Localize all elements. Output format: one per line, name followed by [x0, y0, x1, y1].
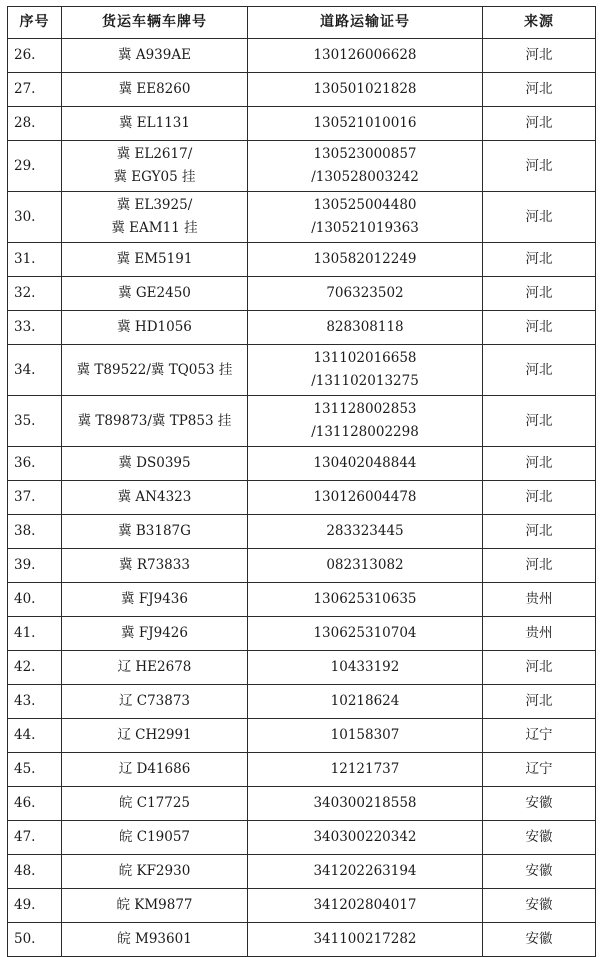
cell-plate: [62, 192, 248, 243]
permit-line: 131102016658: [313, 350, 417, 366]
table-row: [8, 141, 596, 192]
table-row: [8, 447, 596, 481]
cell-origin: 河北: [483, 39, 596, 73]
permit-line: 340300218558: [313, 795, 417, 811]
permit-line: 130582012249: [313, 251, 417, 267]
table-row: [8, 192, 596, 243]
table-row: [8, 311, 596, 345]
plate-line: 冀 AN4323: [117, 489, 192, 505]
cell-seq: 28.: [8, 107, 62, 141]
cell-permit: [248, 345, 483, 396]
cell-plate: [62, 447, 248, 481]
cell-plate: [62, 107, 248, 141]
table-row: [8, 787, 596, 821]
cell-plate: [62, 855, 248, 889]
cell-origin: 河北: [483, 515, 596, 549]
cell-origin: 辽宁: [483, 753, 596, 787]
cell-plate: [62, 583, 248, 617]
table-row: [8, 515, 596, 549]
cell-origin: 河北: [483, 447, 596, 481]
cell-seq: 42.: [8, 651, 62, 685]
cell-seq: 34.: [8, 345, 62, 396]
table-row: [8, 107, 596, 141]
cell-origin: 河北: [483, 192, 596, 243]
table-row: [8, 345, 596, 396]
permit-line: 130126004478: [313, 489, 417, 505]
cell-seq: 38.: [8, 515, 62, 549]
cell-plate: [62, 821, 248, 855]
cell-permit: [248, 855, 483, 889]
permit-line: /131128002298: [311, 424, 419, 440]
table-row: [8, 73, 596, 107]
table-row: [8, 685, 596, 719]
cell-plate: [62, 345, 248, 396]
permit-line: 130523000857: [313, 146, 417, 162]
permit-line: 283323445: [326, 523, 404, 539]
cell-permit: [248, 515, 483, 549]
cell-plate: [62, 515, 248, 549]
cell-permit: [248, 311, 483, 345]
table-row: [8, 277, 596, 311]
cell-plate: [62, 685, 248, 719]
cell-origin: 河北: [483, 549, 596, 583]
cell-seq: 33.: [8, 311, 62, 345]
permit-line: 10158307: [330, 727, 400, 743]
cell-seq: 32.: [8, 277, 62, 311]
table-row: [8, 753, 596, 787]
plate-line: 冀 R73833: [119, 557, 190, 573]
permit-line: 131128002853: [313, 401, 417, 417]
plate-line: 辽 CH2991: [117, 727, 192, 743]
permit-line: 10433192: [330, 659, 400, 675]
permit-line: 130402048844: [313, 455, 417, 471]
cell-seq: 36.: [8, 447, 62, 481]
cell-seq: 27.: [8, 73, 62, 107]
cell-seq: 50.: [8, 923, 62, 957]
table-row: [8, 396, 596, 447]
table-row: [8, 39, 596, 73]
cell-permit: [248, 685, 483, 719]
plate-line: 皖 C17725: [118, 795, 191, 811]
plate-line: 冀 T89522/冀 TQ053 挂: [76, 361, 233, 378]
cell-seq: 45.: [8, 753, 62, 787]
plate-line: 冀 FJ9426: [121, 625, 188, 641]
plate-line: 冀 EM5191: [116, 251, 193, 267]
permit-line: 130521010016: [313, 115, 417, 131]
cell-origin: 河北: [483, 685, 596, 719]
permit-line: 341202263194: [313, 863, 417, 879]
cell-origin: 河北: [483, 141, 596, 192]
table-row: [8, 243, 596, 277]
cell-origin: 贵州: [483, 617, 596, 651]
cell-permit: [248, 787, 483, 821]
cell-plate: [62, 617, 248, 651]
cell-permit: [248, 549, 483, 583]
cell-permit: [248, 617, 483, 651]
permit-line: 130126006628: [313, 47, 417, 63]
plate-line: 皖 C19057: [118, 829, 191, 845]
permit-line: 706323502: [326, 285, 404, 301]
cell-seq: 41.: [8, 617, 62, 651]
cell-permit: [248, 651, 483, 685]
cell-permit: [248, 107, 483, 141]
cell-permit: [248, 192, 483, 243]
cell-plate: [62, 549, 248, 583]
plate-line: 冀 B3187G: [118, 523, 191, 539]
plate-line: 冀 EL1131: [119, 115, 190, 131]
cell-origin: 河北: [483, 243, 596, 277]
cell-seq: 31.: [8, 243, 62, 277]
cell-seq: 30.: [8, 192, 62, 243]
plate-line: 辽 C73873: [118, 693, 191, 709]
permit-line: 340300220342: [313, 829, 417, 845]
cell-permit: [248, 583, 483, 617]
plate-line: 冀 EL3925/: [116, 197, 193, 213]
cell-seq: 47.: [8, 821, 62, 855]
table-body: [8, 39, 596, 957]
plate-line: 冀 FJ9436: [121, 591, 188, 607]
permit-line: 130625310704: [313, 625, 417, 641]
cell-plate: [62, 73, 248, 107]
cell-permit: [248, 719, 483, 753]
cell-seq: 43.: [8, 685, 62, 719]
cell-permit: [248, 39, 483, 73]
plate-line: 皖 M93601: [117, 931, 192, 947]
permit-line: 341100217282: [313, 931, 417, 947]
table-row: [8, 719, 596, 753]
vehicle-table: [7, 6, 596, 957]
cell-origin: 安徽: [483, 821, 596, 855]
cell-plate: [62, 243, 248, 277]
table-row: [8, 923, 596, 957]
table-row: [8, 855, 596, 889]
cell-origin: 安徽: [483, 889, 596, 923]
permit-line: /130521019363: [311, 220, 419, 236]
cell-origin: 河北: [483, 345, 596, 396]
plate-line: 辽 D41686: [118, 761, 191, 777]
cell-origin: 安徽: [483, 923, 596, 957]
plate-line: 冀 T89873/冀 TP853 挂: [77, 412, 232, 429]
table-row: [8, 651, 596, 685]
cell-permit: [248, 923, 483, 957]
cell-plate: [62, 396, 248, 447]
plate-line: 皖 KF2930: [118, 863, 191, 879]
cell-plate: [62, 719, 248, 753]
cell-seq: 35.: [8, 396, 62, 447]
cell-permit: [248, 447, 483, 481]
header-origin: 来源: [483, 7, 596, 39]
cell-plate: [62, 481, 248, 515]
permit-line: 828308118: [326, 319, 404, 335]
permit-line: /131102013275: [311, 373, 419, 389]
cell-seq: 46.: [8, 787, 62, 821]
cell-permit: [248, 821, 483, 855]
cell-origin: 河北: [483, 311, 596, 345]
cell-origin: 辽宁: [483, 719, 596, 753]
plate-line: 冀 HD1056: [117, 319, 192, 335]
cell-plate: [62, 141, 248, 192]
table-row: [8, 821, 596, 855]
plate-line: 皖 KM9877: [116, 897, 193, 913]
cell-permit: [248, 396, 483, 447]
cell-seq: 29.: [8, 141, 62, 192]
cell-permit: [248, 889, 483, 923]
cell-plate: [62, 651, 248, 685]
permit-line: 130625310635: [313, 591, 417, 607]
cell-permit: [248, 277, 483, 311]
cell-plate: [62, 39, 248, 73]
plate-line: 冀 DS0395: [118, 455, 191, 471]
table-row: [8, 617, 596, 651]
cell-seq: 39.: [8, 549, 62, 583]
cell-permit: [248, 753, 483, 787]
permit-line: 130525004480: [313, 197, 417, 213]
plate-line: 冀 EL2617/: [116, 146, 193, 162]
permit-line: 10218624: [330, 693, 400, 709]
plate-line: 冀 EAM11 挂: [111, 220, 198, 236]
permit-line: /130528003242: [311, 169, 419, 185]
cell-origin: 河北: [483, 277, 596, 311]
cell-origin: 河北: [483, 651, 596, 685]
cell-seq: 44.: [8, 719, 62, 753]
permit-line: 12121737: [330, 761, 400, 777]
cell-origin: 贵州: [483, 583, 596, 617]
cell-seq: 48.: [8, 855, 62, 889]
cell-plate: [62, 923, 248, 957]
cell-permit: [248, 73, 483, 107]
cell-origin: 安徽: [483, 855, 596, 889]
cell-plate: [62, 753, 248, 787]
table-row: [8, 549, 596, 583]
cell-seq: 40.: [8, 583, 62, 617]
permit-line: 341202804017: [313, 897, 417, 913]
cell-origin: 河北: [483, 396, 596, 447]
cell-seq: 26.: [8, 39, 62, 73]
cell-plate: [62, 277, 248, 311]
plate-line: 冀 GE2450: [118, 285, 191, 301]
cell-plate: [62, 787, 248, 821]
cell-origin: 安徽: [483, 787, 596, 821]
plate-line: 冀 EE8260: [118, 81, 191, 97]
cell-origin: 河北: [483, 481, 596, 515]
cell-permit: [248, 243, 483, 277]
table-row: [8, 481, 596, 515]
cell-seq: 37.: [8, 481, 62, 515]
cell-seq: 49.: [8, 889, 62, 923]
permit-line: 130501021828: [313, 81, 417, 97]
cell-origin: 河北: [483, 107, 596, 141]
header-seq: 序号: [8, 7, 62, 39]
cell-permit: [248, 481, 483, 515]
cell-origin: 河北: [483, 73, 596, 107]
table-row: [8, 889, 596, 923]
cell-plate: [62, 311, 248, 345]
table-row: [8, 583, 596, 617]
table-header-row: [8, 7, 596, 39]
plate-line: 冀 EGY05 挂: [113, 169, 196, 185]
plate-line: 辽 HE2678: [117, 659, 192, 675]
permit-line: 082313082: [326, 557, 404, 573]
plate-line: 冀 A939AE: [118, 47, 191, 63]
header-permit: 道路运输证号: [248, 7, 483, 39]
cell-plate: [62, 889, 248, 923]
cell-permit: [248, 141, 483, 192]
header-plate: 货运车辆车牌号: [62, 7, 248, 39]
